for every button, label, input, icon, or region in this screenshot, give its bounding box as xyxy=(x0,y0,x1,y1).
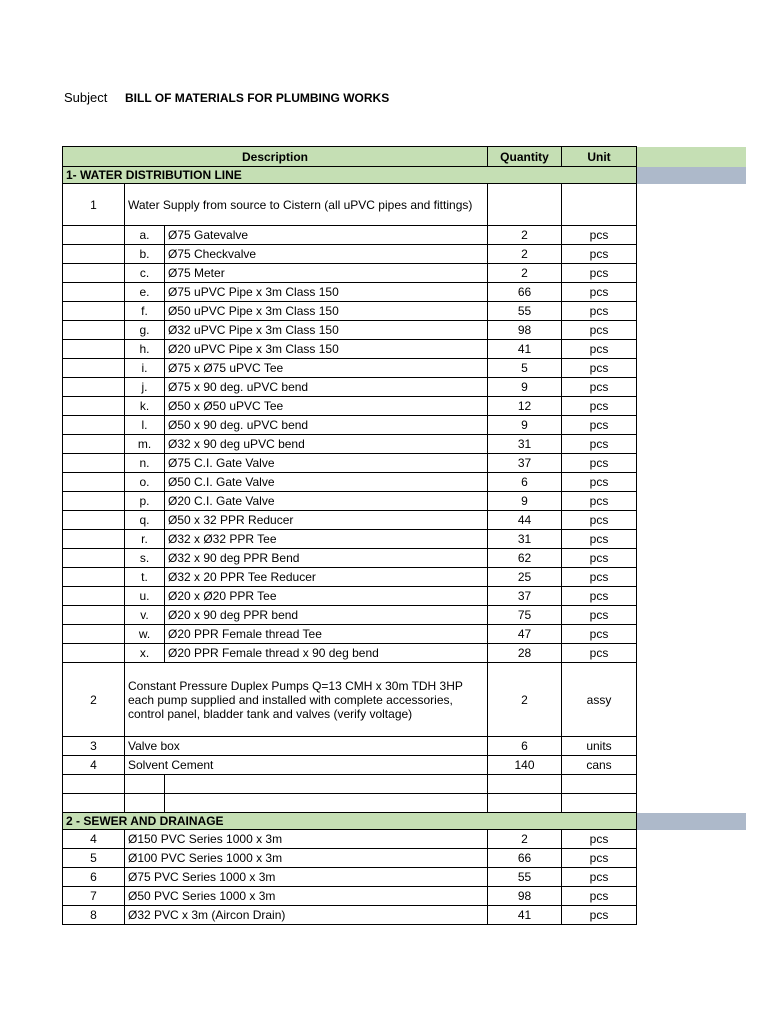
row-spacer xyxy=(637,887,747,906)
item-description: Ø50 C.I. Gate Valve xyxy=(165,473,488,492)
item-number: 3 xyxy=(63,737,125,756)
item-description: Ø100 PVC Series 1000 x 3m xyxy=(125,849,488,868)
row-blank-number xyxy=(63,644,125,663)
item-description: Valve box xyxy=(125,737,488,756)
table-row xyxy=(63,644,747,663)
item-description: Ø20 PPR Female thread x 90 deg bend xyxy=(165,644,488,663)
table-row xyxy=(63,568,747,587)
item-number: 5 xyxy=(63,849,125,868)
row-blank-number xyxy=(63,226,125,245)
row-spacer xyxy=(637,397,747,416)
item-description: Ø32 x Ø32 PPR Tee xyxy=(165,530,488,549)
item-unit: pcs xyxy=(562,416,637,435)
row-blank-number xyxy=(63,606,125,625)
header-unit: Unit xyxy=(562,147,637,167)
item-description: Ø75 PVC Series 1000 x 3m xyxy=(125,868,488,887)
row-blank-number xyxy=(63,378,125,397)
empty-cell xyxy=(562,775,637,794)
table-row xyxy=(63,530,747,549)
item-quantity xyxy=(488,184,562,226)
item-unit: pcs xyxy=(562,849,637,868)
item-description: Ø50 x 32 PPR Reducer xyxy=(165,511,488,530)
item-quantity: 98 xyxy=(488,887,562,906)
item-letter: g. xyxy=(125,321,165,340)
item-unit: pcs xyxy=(562,245,637,264)
empty-cell xyxy=(488,794,562,813)
item-quantity: 55 xyxy=(488,868,562,887)
item-description: Ø75 uPVC Pipe x 3m Class 150 xyxy=(165,283,488,302)
table-row xyxy=(63,397,747,416)
row-spacer xyxy=(637,283,747,302)
item-quantity: 41 xyxy=(488,340,562,359)
item-unit: pcs xyxy=(562,226,637,245)
item-description: Ø20 x 90 deg PPR bend xyxy=(165,606,488,625)
item-description: Ø75 x Ø75 uPVC Tee xyxy=(165,359,488,378)
item-unit: pcs xyxy=(562,906,637,925)
row-spacer xyxy=(637,849,747,868)
empty-row xyxy=(63,775,747,794)
bill-of-materials-table xyxy=(62,146,747,925)
item-unit: pcs xyxy=(562,397,637,416)
item-letter: j. xyxy=(125,378,165,397)
item-quantity: 31 xyxy=(488,435,562,454)
item-unit: pcs xyxy=(562,511,637,530)
item-description: Ø32 x 90 deg uPVC bend xyxy=(165,435,488,454)
item-unit: assy xyxy=(562,663,637,737)
item-letter: v. xyxy=(125,606,165,625)
section-title: 1- WATER DISTRIBUTION LINE xyxy=(63,167,637,184)
row-blank-number xyxy=(63,264,125,283)
row-blank-number xyxy=(63,454,125,473)
table-row xyxy=(63,184,747,226)
table-row xyxy=(63,625,747,644)
section-band xyxy=(637,167,747,184)
row-spacer xyxy=(637,587,747,606)
table-row xyxy=(63,340,747,359)
item-number: 4 xyxy=(63,756,125,775)
item-unit: pcs xyxy=(562,359,637,378)
item-description: Ø75 x 90 deg. uPVC bend xyxy=(165,378,488,397)
empty-cell xyxy=(125,775,165,794)
item-description: Ø32 x 90 deg PPR Bend xyxy=(165,549,488,568)
item-letter: n. xyxy=(125,454,165,473)
item-unit: pcs xyxy=(562,435,637,454)
item-letter: c. xyxy=(125,264,165,283)
table-row xyxy=(63,302,747,321)
table-row xyxy=(63,416,747,435)
item-quantity: 2 xyxy=(488,264,562,283)
item-description: Ø150 PVC Series 1000 x 3m xyxy=(125,830,488,849)
item-letter: k. xyxy=(125,397,165,416)
item-quantity: 6 xyxy=(488,473,562,492)
item-unit: pcs xyxy=(562,340,637,359)
item-letter: p. xyxy=(125,492,165,511)
item-letter: x. xyxy=(125,644,165,663)
item-unit: pcs xyxy=(562,302,637,321)
item-quantity: 28 xyxy=(488,644,562,663)
item-unit: cans xyxy=(562,756,637,775)
item-letter: t. xyxy=(125,568,165,587)
item-number: 4 xyxy=(63,830,125,849)
item-number: 2 xyxy=(63,663,125,737)
item-description: Ø50 PVC Series 1000 x 3m xyxy=(125,887,488,906)
row-spacer xyxy=(637,530,747,549)
item-quantity: 9 xyxy=(488,416,562,435)
table-row xyxy=(63,245,747,264)
item-unit: pcs xyxy=(562,606,637,625)
item-unit: pcs xyxy=(562,830,637,849)
item-letter: f. xyxy=(125,302,165,321)
item-number: 1 xyxy=(63,184,125,226)
row-spacer xyxy=(637,321,747,340)
item-unit: pcs xyxy=(562,264,637,283)
row-spacer xyxy=(637,868,747,887)
row-spacer xyxy=(637,378,747,397)
row-blank-number xyxy=(63,473,125,492)
row-spacer xyxy=(637,606,747,625)
row-spacer xyxy=(637,737,747,756)
item-letter: i. xyxy=(125,359,165,378)
row-blank-number xyxy=(63,340,125,359)
subject-label: Subject xyxy=(64,90,108,105)
table-row xyxy=(63,283,747,302)
row-spacer xyxy=(637,775,747,794)
item-letter: u. xyxy=(125,587,165,606)
row-blank-number xyxy=(63,568,125,587)
row-spacer xyxy=(637,245,747,264)
item-letter: w. xyxy=(125,625,165,644)
table-row xyxy=(63,511,747,530)
row-spacer xyxy=(637,549,747,568)
empty-cell xyxy=(63,775,125,794)
item-quantity: 5 xyxy=(488,359,562,378)
item-unit: pcs xyxy=(562,530,637,549)
item-quantity: 66 xyxy=(488,849,562,868)
item-quantity: 41 xyxy=(488,906,562,925)
item-unit: pcs xyxy=(562,644,637,663)
row-blank-number xyxy=(63,283,125,302)
item-unit: pcs xyxy=(562,454,637,473)
table-row xyxy=(63,264,747,283)
section-header-row xyxy=(63,813,747,830)
row-blank-number xyxy=(63,359,125,378)
item-quantity: 62 xyxy=(488,549,562,568)
item-letter: r. xyxy=(125,530,165,549)
row-spacer xyxy=(637,302,747,321)
table-row xyxy=(63,378,747,397)
table-row xyxy=(63,756,747,775)
item-letter: o. xyxy=(125,473,165,492)
item-quantity: 9 xyxy=(488,492,562,511)
row-blank-number xyxy=(63,321,125,340)
item-quantity: 98 xyxy=(488,321,562,340)
table-row xyxy=(63,454,747,473)
row-spacer xyxy=(637,435,747,454)
row-blank-number xyxy=(63,435,125,454)
item-description: Water Supply from source to Cistern (all uPVC pipes and fittings) xyxy=(125,184,488,226)
row-spacer xyxy=(637,226,747,245)
item-unit: pcs xyxy=(562,568,637,587)
row-blank-number xyxy=(63,397,125,416)
item-description: Ø75 Gatevalve xyxy=(165,226,488,245)
item-description: Ø32 x 20 PPR Tee Reducer xyxy=(165,568,488,587)
table-row xyxy=(63,849,747,868)
item-quantity: 31 xyxy=(488,530,562,549)
section-header-row xyxy=(63,167,747,184)
item-quantity: 25 xyxy=(488,568,562,587)
table-row xyxy=(63,606,747,625)
item-quantity: 12 xyxy=(488,397,562,416)
table-row xyxy=(63,473,747,492)
item-description: Solvent Cement xyxy=(125,756,488,775)
item-description: Ø32 PVC x 3m (Aircon Drain) xyxy=(125,906,488,925)
item-number: 6 xyxy=(63,868,125,887)
item-unit: pcs xyxy=(562,887,637,906)
item-description: Constant Pressure Duplex Pumps Q=13 CMH x 30m TDH 3HP each pump supplied and installed with complete accessories, control panel, bladder tank and valves (verify voltage) xyxy=(125,663,488,737)
item-quantity: 47 xyxy=(488,625,562,644)
subject-line xyxy=(64,90,389,105)
item-quantity: 66 xyxy=(488,283,562,302)
row-spacer xyxy=(637,906,747,925)
row-blank-number xyxy=(63,416,125,435)
item-unit: pcs xyxy=(562,549,637,568)
table-row xyxy=(63,663,747,737)
row-spacer xyxy=(637,416,747,435)
header-description: Description xyxy=(63,147,488,167)
row-spacer xyxy=(637,511,747,530)
table-row xyxy=(63,830,747,849)
item-unit: pcs xyxy=(562,473,637,492)
item-quantity: 2 xyxy=(488,226,562,245)
item-quantity: 9 xyxy=(488,378,562,397)
item-letter: s. xyxy=(125,549,165,568)
table-row xyxy=(63,887,747,906)
item-unit: pcs xyxy=(562,868,637,887)
item-description: Ø20 PPR Female thread Tee xyxy=(165,625,488,644)
item-quantity: 37 xyxy=(488,587,562,606)
table-row xyxy=(63,359,747,378)
empty-cell xyxy=(165,775,488,794)
row-spacer xyxy=(637,454,747,473)
table-row xyxy=(63,435,747,454)
table-row xyxy=(63,868,747,887)
row-spacer xyxy=(637,184,747,226)
row-spacer xyxy=(637,473,747,492)
row-blank-number xyxy=(63,530,125,549)
item-quantity: 140 xyxy=(488,756,562,775)
item-letter: m. xyxy=(125,435,165,454)
row-blank-number xyxy=(63,587,125,606)
empty-cell xyxy=(562,794,637,813)
header-spacer xyxy=(637,147,747,167)
item-quantity: 2 xyxy=(488,663,562,737)
item-description: Ø50 x Ø50 uPVC Tee xyxy=(165,397,488,416)
item-quantity: 44 xyxy=(488,511,562,530)
row-spacer xyxy=(637,756,747,775)
item-letter: l. xyxy=(125,416,165,435)
item-unit: pcs xyxy=(562,492,637,511)
item-unit: pcs xyxy=(562,587,637,606)
table-row xyxy=(63,492,747,511)
empty-cell xyxy=(165,794,488,813)
section-band xyxy=(637,813,747,830)
row-spacer xyxy=(637,264,747,283)
item-description: Ø20 uPVC Pipe x 3m Class 150 xyxy=(165,340,488,359)
row-spacer xyxy=(637,663,747,737)
table-row xyxy=(63,587,747,606)
table-row xyxy=(63,906,747,925)
table-header-row xyxy=(63,147,747,167)
item-quantity: 37 xyxy=(488,454,562,473)
item-description: Ø50 uPVC Pipe x 3m Class 150 xyxy=(165,302,488,321)
item-quantity: 2 xyxy=(488,830,562,849)
item-number: 7 xyxy=(63,887,125,906)
item-description: Ø75 Meter xyxy=(165,264,488,283)
item-description: Ø20 x Ø20 PPR Tee xyxy=(165,587,488,606)
item-letter: h. xyxy=(125,340,165,359)
empty-cell xyxy=(63,794,125,813)
row-spacer xyxy=(637,625,747,644)
row-blank-number xyxy=(63,492,125,511)
row-spacer xyxy=(637,644,747,663)
item-description: Ø75 C.I. Gate Valve xyxy=(165,454,488,473)
item-letter: e. xyxy=(125,283,165,302)
header-quantity: Quantity xyxy=(488,147,562,167)
row-spacer xyxy=(637,794,747,813)
row-blank-number xyxy=(63,302,125,321)
item-unit: pcs xyxy=(562,321,637,340)
item-quantity: 6 xyxy=(488,737,562,756)
row-spacer xyxy=(637,359,747,378)
row-blank-number xyxy=(63,245,125,264)
document-title: BILL OF MATERIALS FOR PLUMBING WORKS xyxy=(125,91,390,105)
item-quantity: 75 xyxy=(488,606,562,625)
item-unit xyxy=(562,184,637,226)
table-row xyxy=(63,226,747,245)
row-spacer xyxy=(637,492,747,511)
empty-row xyxy=(63,794,747,813)
empty-cell xyxy=(125,794,165,813)
table-row xyxy=(63,549,747,568)
item-letter: b. xyxy=(125,245,165,264)
item-number: 8 xyxy=(63,906,125,925)
item-description: Ø32 uPVC Pipe x 3m Class 150 xyxy=(165,321,488,340)
item-description: Ø50 x 90 deg. uPVC bend xyxy=(165,416,488,435)
item-quantity: 2 xyxy=(488,245,562,264)
item-unit: pcs xyxy=(562,625,637,644)
item-description: Ø20 C.I. Gate Valve xyxy=(165,492,488,511)
empty-cell xyxy=(488,775,562,794)
item-unit: units xyxy=(562,737,637,756)
item-unit: pcs xyxy=(562,378,637,397)
row-spacer xyxy=(637,568,747,587)
item-quantity: 55 xyxy=(488,302,562,321)
row-spacer xyxy=(637,340,747,359)
item-letter: q. xyxy=(125,511,165,530)
section-title: 2 - SEWER AND DRAINAGE xyxy=(63,813,637,830)
row-blank-number xyxy=(63,549,125,568)
row-blank-number xyxy=(63,625,125,644)
item-letter: a. xyxy=(125,226,165,245)
table-row xyxy=(63,321,747,340)
item-unit: pcs xyxy=(562,283,637,302)
row-blank-number xyxy=(63,511,125,530)
row-spacer xyxy=(637,830,747,849)
table-row xyxy=(63,737,747,756)
item-description: Ø75 Checkvalve xyxy=(165,245,488,264)
